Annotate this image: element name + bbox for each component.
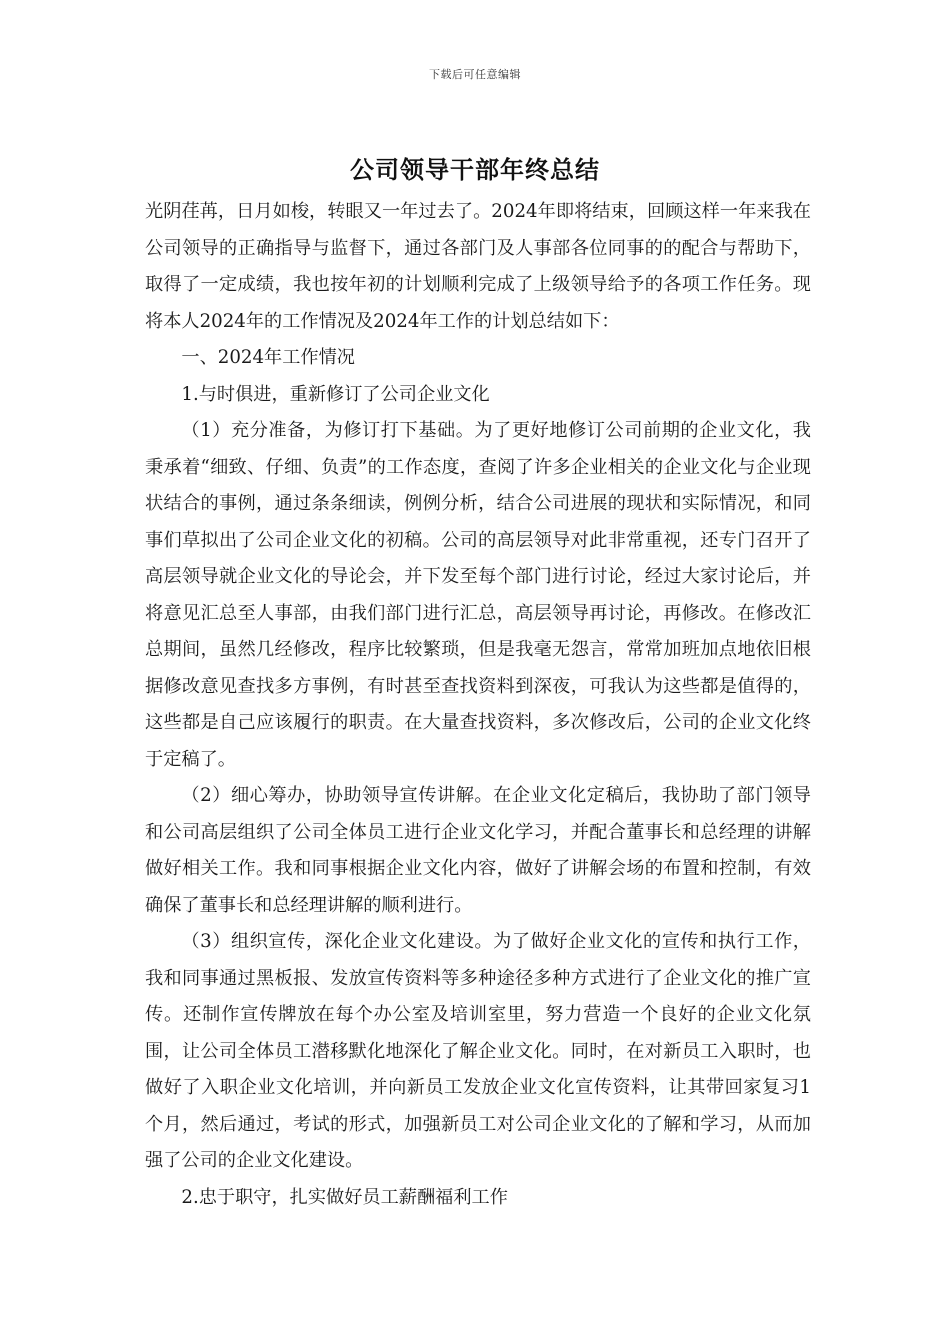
intro-paragraph: 光阴荏苒，日月如梭，转眼又一年过去了。2024年即将结束，回顾这样一年来我在公司领导的正确指导与监督下，通过各部门及人事部各位同事的的配合与帮助下，取得了一定成绩，我也按年初的计划顺利完成了上级领导给予的各项工作任务。现将本人2024年的工作情况及2024年工作的计划总结如下： [145,201,811,332]
document-body [145,194,811,1216]
subsection-heading-1: 1.与时俱进，重新修订了公司企业文化 [181,383,490,405]
header-note: 下载后可任意编辑 [429,68,521,81]
body-paragraph-1: （1）充分准备，为修订打下基础。为了更好地修订公司前期的企业文化，我秉承着“细致、仔细、负责”的工作态度，查阅了许多企业相关的企业文化与企业现状结合的事例，通过条条细读，例例分析，结合公司进展的现状和实际情况，和同事们草拟出了公司企业文化的初稿。公司的高层领导对此非常重视，还专门召开了高层领导就企业文化的导论会，并下发至每个部门进行讨论，经过大家讨论后，并将意见汇总至人事部，由我们部门进行汇总，高层领导再讨论，再修改。在修改汇总期间，虽然几经修改，程序比较繁琐，但是我毫无怨言，常常加班加点地依旧根据修改意见查找多方事例，有时甚至查找资料到深夜，可我认为这些都是值得的，这些都是自己应该履行的职责。在大量查找资料，多次修改后，公司的企业文化终于定稿了。 [145,420,811,770]
body-paragraph-3: （3）组织宣传，深化企业文化建设。为了做好企业文化的宣传和执行工作，我和同事通过黑板报、发放宣传资料等多种途径多种方式进行了企业文化的推广宣传。还制作宣传牌放在每个办公室及培训室里，努力营造一个良好的企业文化氛围，让公司全体员工潜移默化地深化了解企业文化。同时，在对新员工入职时，也做好了入职企业文化培训，并向新员工发放企业文化宣传资料，让其带回家复习1个月，然后通过，考试的形式，加强新员工对公司企业文化的了解和学习，从而加强了公司的企业文化建设。 [145,931,811,1171]
body-paragraph-2: （2）细心筹办，协助领导宣传讲解。在企业文化定稿后，我协助了部门领导和公司高层组织了公司全体员工进行企业文化学习，并配合董事长和总经理的讲解做好相关工作。我和同事根据企业文化内容，做好了讲解会场的布置和控制，有效确保了董事长和总经理讲解的顺利进行。 [145,785,811,916]
subsection-heading-2: 2.忠于职守，扎实做好员工薪酬福利工作 [181,1186,508,1208]
document-title: 公司领导干部年终总结 [350,156,600,184]
section-heading-1: 一、2024年工作情况 [181,347,355,368]
